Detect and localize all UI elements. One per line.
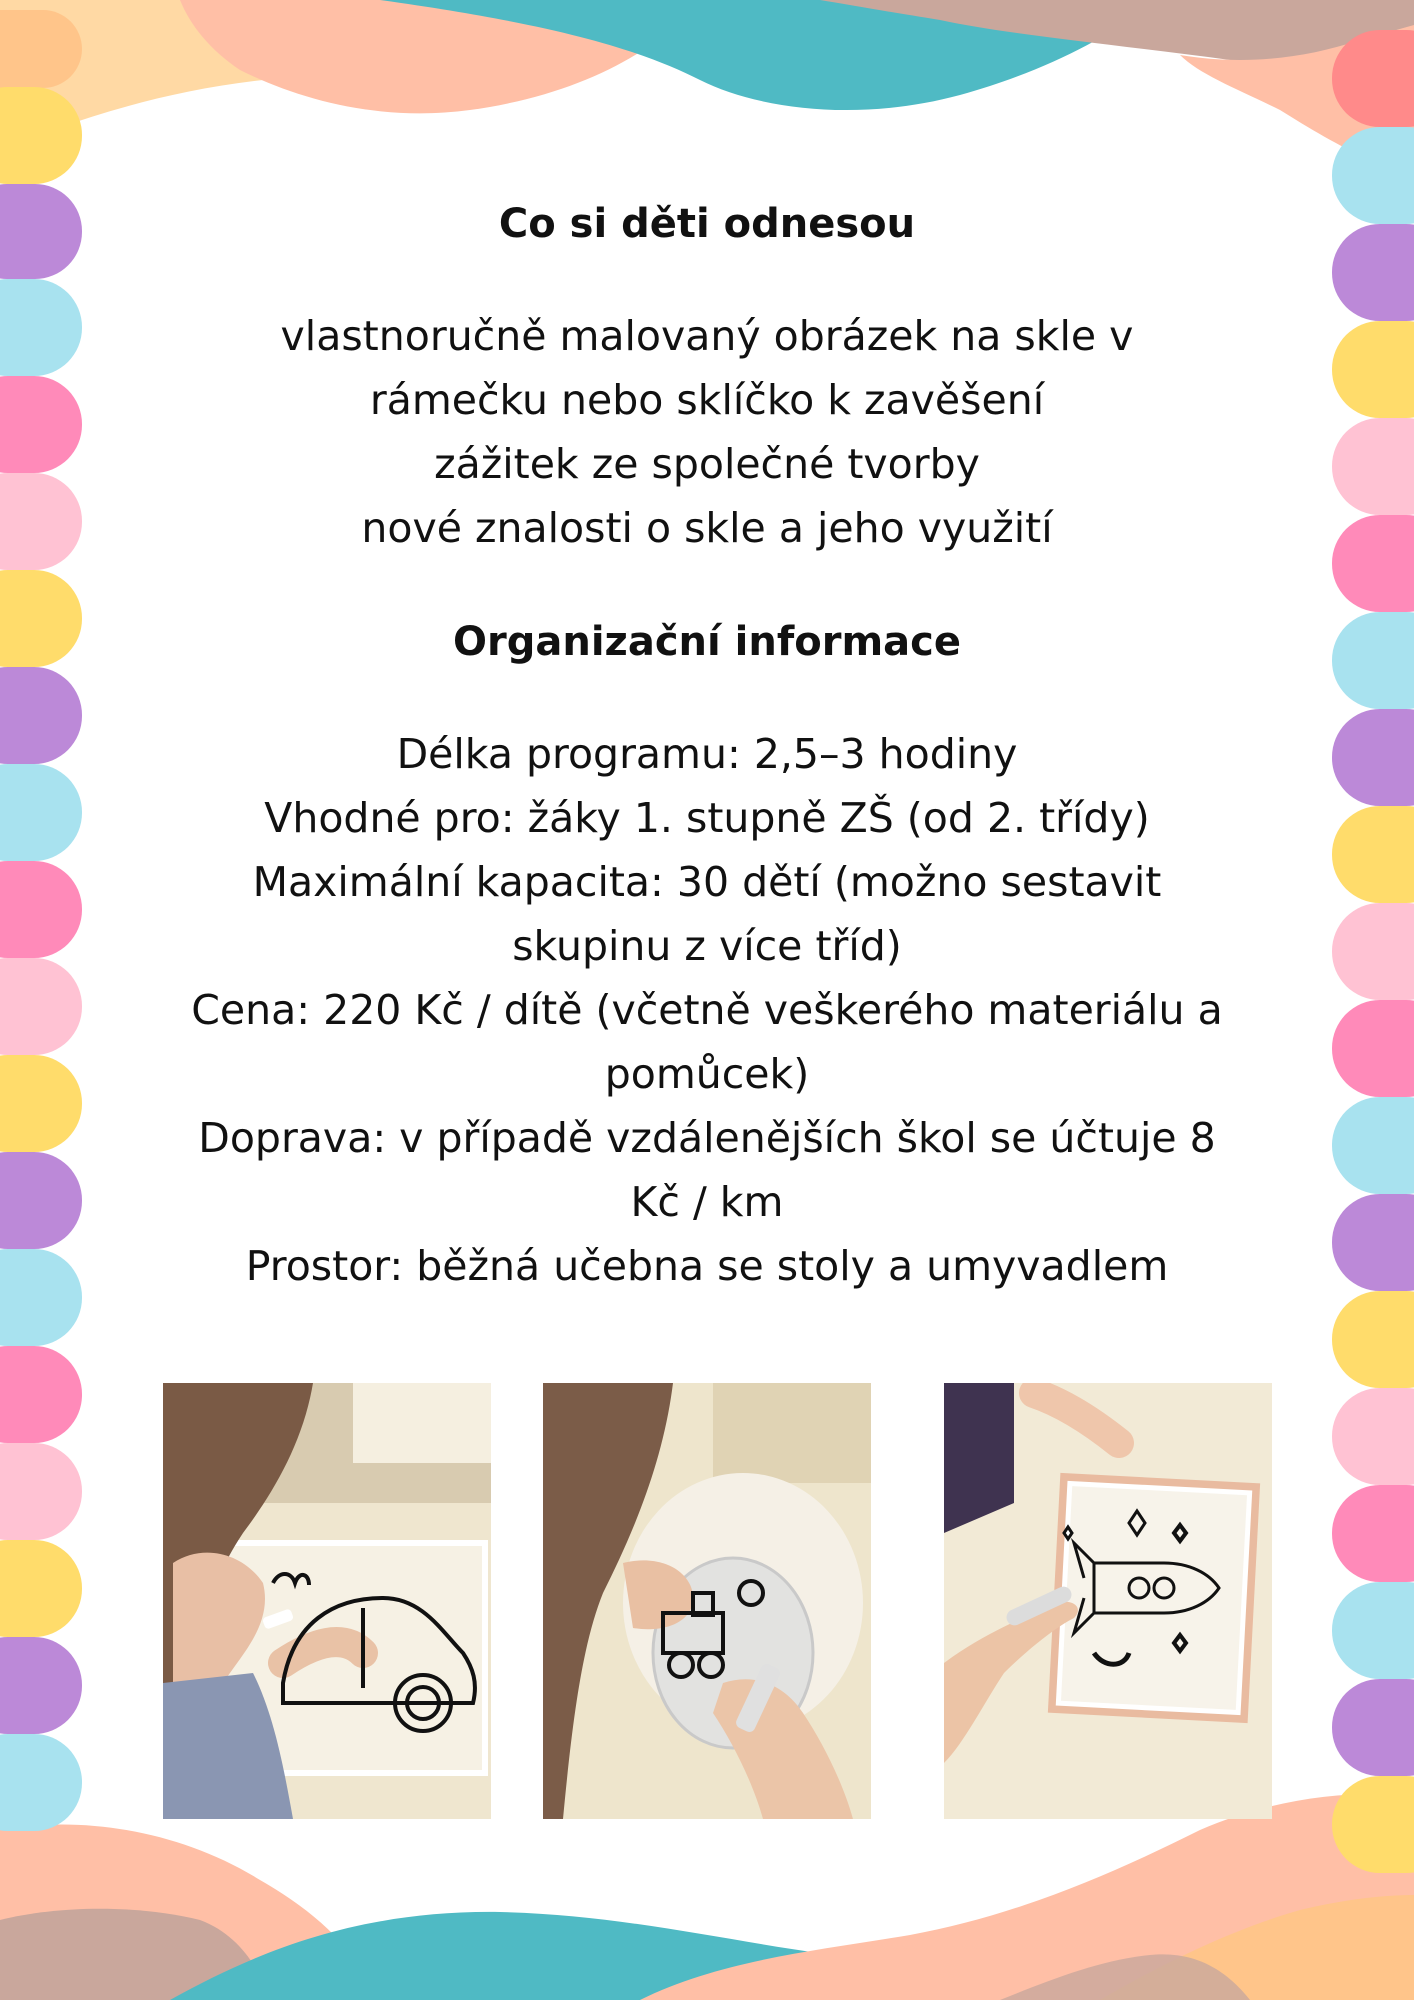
right-bubble-column bbox=[1332, 30, 1414, 1873]
info-list bbox=[150, 722, 1264, 1298]
info-line-suitable-for: Vhodné pro: žáky 1. stupně ZŠ (od 2. třídy) bbox=[264, 794, 1150, 842]
info-line-price-cont: pomůcek) bbox=[604, 1050, 810, 1098]
outcomes-heading: Co si děti odnesou bbox=[498, 201, 916, 247]
outcomes-list bbox=[150, 304, 1264, 560]
rocket-painting-photo bbox=[944, 1383, 1272, 1819]
info-line-transport-cont: Kč / km bbox=[630, 1178, 784, 1226]
info-line-transport: Doprava: v případě vzdálenějších škol se účtuje 8 bbox=[198, 1114, 1216, 1162]
main-content bbox=[150, 200, 1264, 1298]
car-painting-photo bbox=[163, 1383, 491, 1819]
info-line-capacity-cont: skupinu z více tříd) bbox=[512, 922, 902, 970]
train-painting-photo bbox=[543, 1383, 871, 1819]
outcome-line: nové znalosti o skle a jeho využití bbox=[361, 504, 1053, 552]
info-heading: Organizační informace bbox=[453, 619, 961, 665]
info-line-capacity: Maximální kapacita: 30 dětí (možno sestavit bbox=[252, 858, 1162, 906]
outcome-line: zážitek ze společné tvorby bbox=[434, 440, 980, 488]
info-line-duration: Délka programu: 2,5–3 hodiny bbox=[396, 730, 1018, 778]
left-bubble-column bbox=[0, 10, 82, 1831]
outcome-line: rámečku nebo sklíčko k zavěšení bbox=[369, 376, 1045, 424]
outcome-line: vlastnoručně malovaný obrázek na skle v bbox=[280, 312, 1134, 360]
info-line-space: Prostor: běžná učebna se stoly a umyvadlem bbox=[245, 1242, 1169, 1290]
info-line-price: Cena: 220 Kč / dítě (včetně veškerého materiálu a bbox=[191, 986, 1223, 1034]
